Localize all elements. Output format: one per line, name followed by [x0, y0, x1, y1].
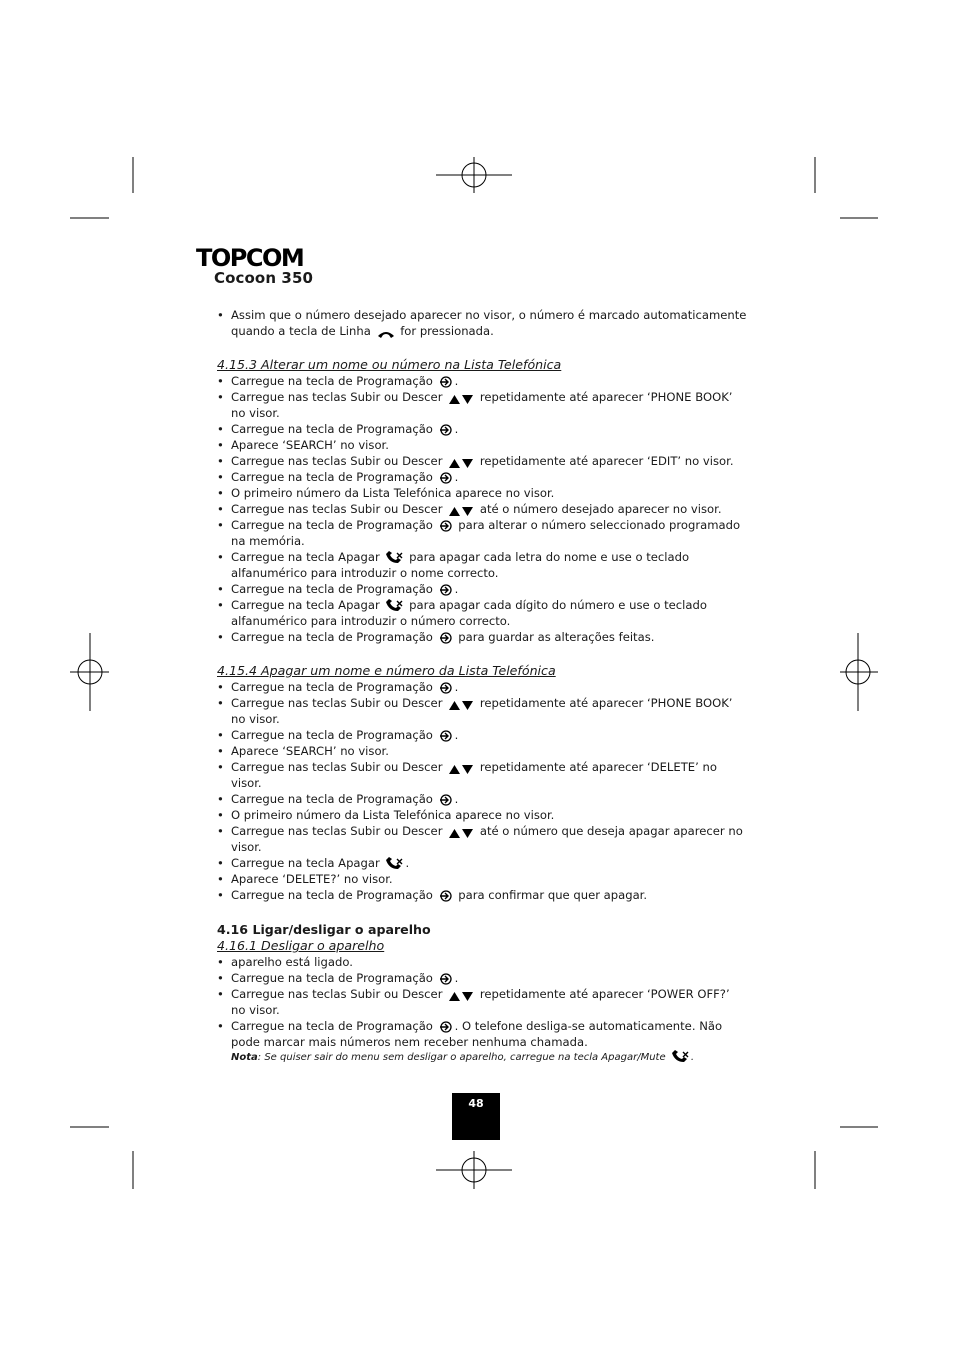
line-key-icon — [377, 329, 395, 339]
program-key-icon — [439, 972, 453, 986]
up-down-keys-icon — [448, 458, 474, 469]
list-item: • O primeiro número da Lista Telefónica aparece no visor. — [217, 807, 747, 823]
list-item: • Carregue nas teclas Subir ou Descer repetidamente até aparecer ‘POWER OFF?’ no visor. — [217, 986, 747, 1018]
list-item: • Carregue nas teclas Subir ou Descer até o número que deseja apagar aparecer no visor. — [217, 823, 747, 855]
manual-content — [217, 307, 747, 1066]
program-key-icon — [439, 375, 453, 389]
list-item: • Carregue na tecla de Programação para confirmar que quer apagar. — [217, 887, 747, 903]
list-item: • Carregue na tecla de Programação . — [217, 791, 747, 807]
delete-key-icon — [385, 551, 403, 565]
section-heading: 4.16 Ligar/desligar o aparelho — [217, 922, 431, 937]
program-key-icon — [439, 471, 453, 485]
up-down-keys-icon — [448, 991, 474, 1002]
note: Nota: Se quiser sair do menu sem desligar o aparelho, carregue na tecla Apagar/Mute . — [231, 1052, 694, 1063]
list-item: • Aparece ‘SEARCH’ no visor. — [217, 743, 747, 759]
section-title: 4.15.4 Apagar um nome e número da Lista Telefónica — [217, 663, 556, 678]
list-item: • Carregue na tecla de Programação para alterar o número seleccionado programado na memória. — [217, 517, 747, 549]
up-down-keys-icon — [448, 700, 474, 711]
list-item: • Carregue na tecla de Programação . — [217, 970, 747, 986]
list-item: • Carregue nas teclas Subir ou Descer repetidamente até aparecer ‘PHONE BOOK’ no visor. — [217, 389, 747, 421]
program-key-icon — [439, 519, 453, 533]
list-item: • Carregue na tecla Apagar para apagar cada dígito do número e use o teclado alfanumérico para introduzir o número correcto. — [217, 597, 747, 629]
list-item: • O primeiro número da Lista Telefónica aparece no visor. — [217, 485, 747, 501]
delete-key-icon — [385, 599, 403, 613]
program-key-icon — [439, 1020, 453, 1034]
model-name: Cocoon 350 — [214, 269, 314, 287]
list-item: • Carregue na tecla de Programação . — [217, 373, 747, 389]
section-title: 4.15.3 Alterar um nome ou número na Lista Telefónica — [217, 357, 562, 372]
list-item: • aparelho está ligado. — [217, 954, 747, 970]
topcom-logo — [196, 243, 304, 269]
list-item: • Carregue na tecla Apagar para apagar cada letra do nome e use o teclado alfanumérico para introduzir o nome correcto. — [217, 549, 747, 581]
page-number: 48 — [452, 1093, 500, 1140]
list-item: • Carregue nas teclas Subir ou Descer repetidamente até aparecer ‘PHONE BOOK’ no visor. — [217, 695, 747, 727]
list-item: • Carregue nas teclas Subir ou Descer até o número desejado aparecer no visor. — [217, 501, 747, 517]
program-key-icon — [439, 583, 453, 597]
program-key-icon — [439, 631, 453, 645]
up-down-keys-icon — [448, 764, 474, 775]
list-item: • Carregue na tecla de Programação . — [217, 421, 747, 437]
list-item: • Carregue nas teclas Subir ou Descer repetidamente até aparecer ‘EDIT’ no visor. — [217, 453, 747, 469]
list-item: • Carregue nas teclas Subir ou Descer repetidamente até aparecer ‘DELETE’ no visor. — [217, 759, 747, 791]
program-key-icon — [439, 681, 453, 695]
section-title: 4.16.1 Desligar o aparelho — [217, 938, 385, 953]
list-item: • Carregue na tecla de Programação . — [217, 469, 747, 485]
program-key-icon — [439, 423, 453, 437]
up-down-keys-icon — [448, 506, 474, 517]
list-item: • Carregue na tecla Apagar . — [217, 855, 747, 871]
list-item: • Aparece ‘DELETE?’ no visor. — [217, 871, 747, 887]
program-key-icon — [439, 793, 453, 807]
list-item: • Assim que o número desejado aparecer no visor, o número é marcado automaticamente quando a tecla de Linha for pressionada. — [217, 307, 747, 339]
list-item: • Aparece ‘SEARCH’ no visor. — [217, 437, 747, 453]
delete-key-icon — [671, 1050, 689, 1064]
list-item: • Carregue na tecla de Programação . O telefone desliga-se automaticamente. Não pode marcar mais números nem receber nenhuma chamada. — [217, 1018, 747, 1050]
program-key-icon — [439, 729, 453, 743]
list-item: • Carregue na tecla de Programação . — [217, 581, 747, 597]
list-item: • Carregue na tecla de Programação . — [217, 727, 747, 743]
svg-text:TOPCOM: TOPCOM — [196, 244, 304, 269]
program-key-icon — [439, 889, 453, 903]
list-item: • Carregue na tecla de Programação . — [217, 679, 747, 695]
list-item: • Carregue na tecla de Programação para guardar as alterações feitas. — [217, 629, 747, 645]
up-down-keys-icon — [448, 828, 474, 839]
up-down-keys-icon — [448, 394, 474, 405]
delete-key-icon — [385, 857, 403, 871]
